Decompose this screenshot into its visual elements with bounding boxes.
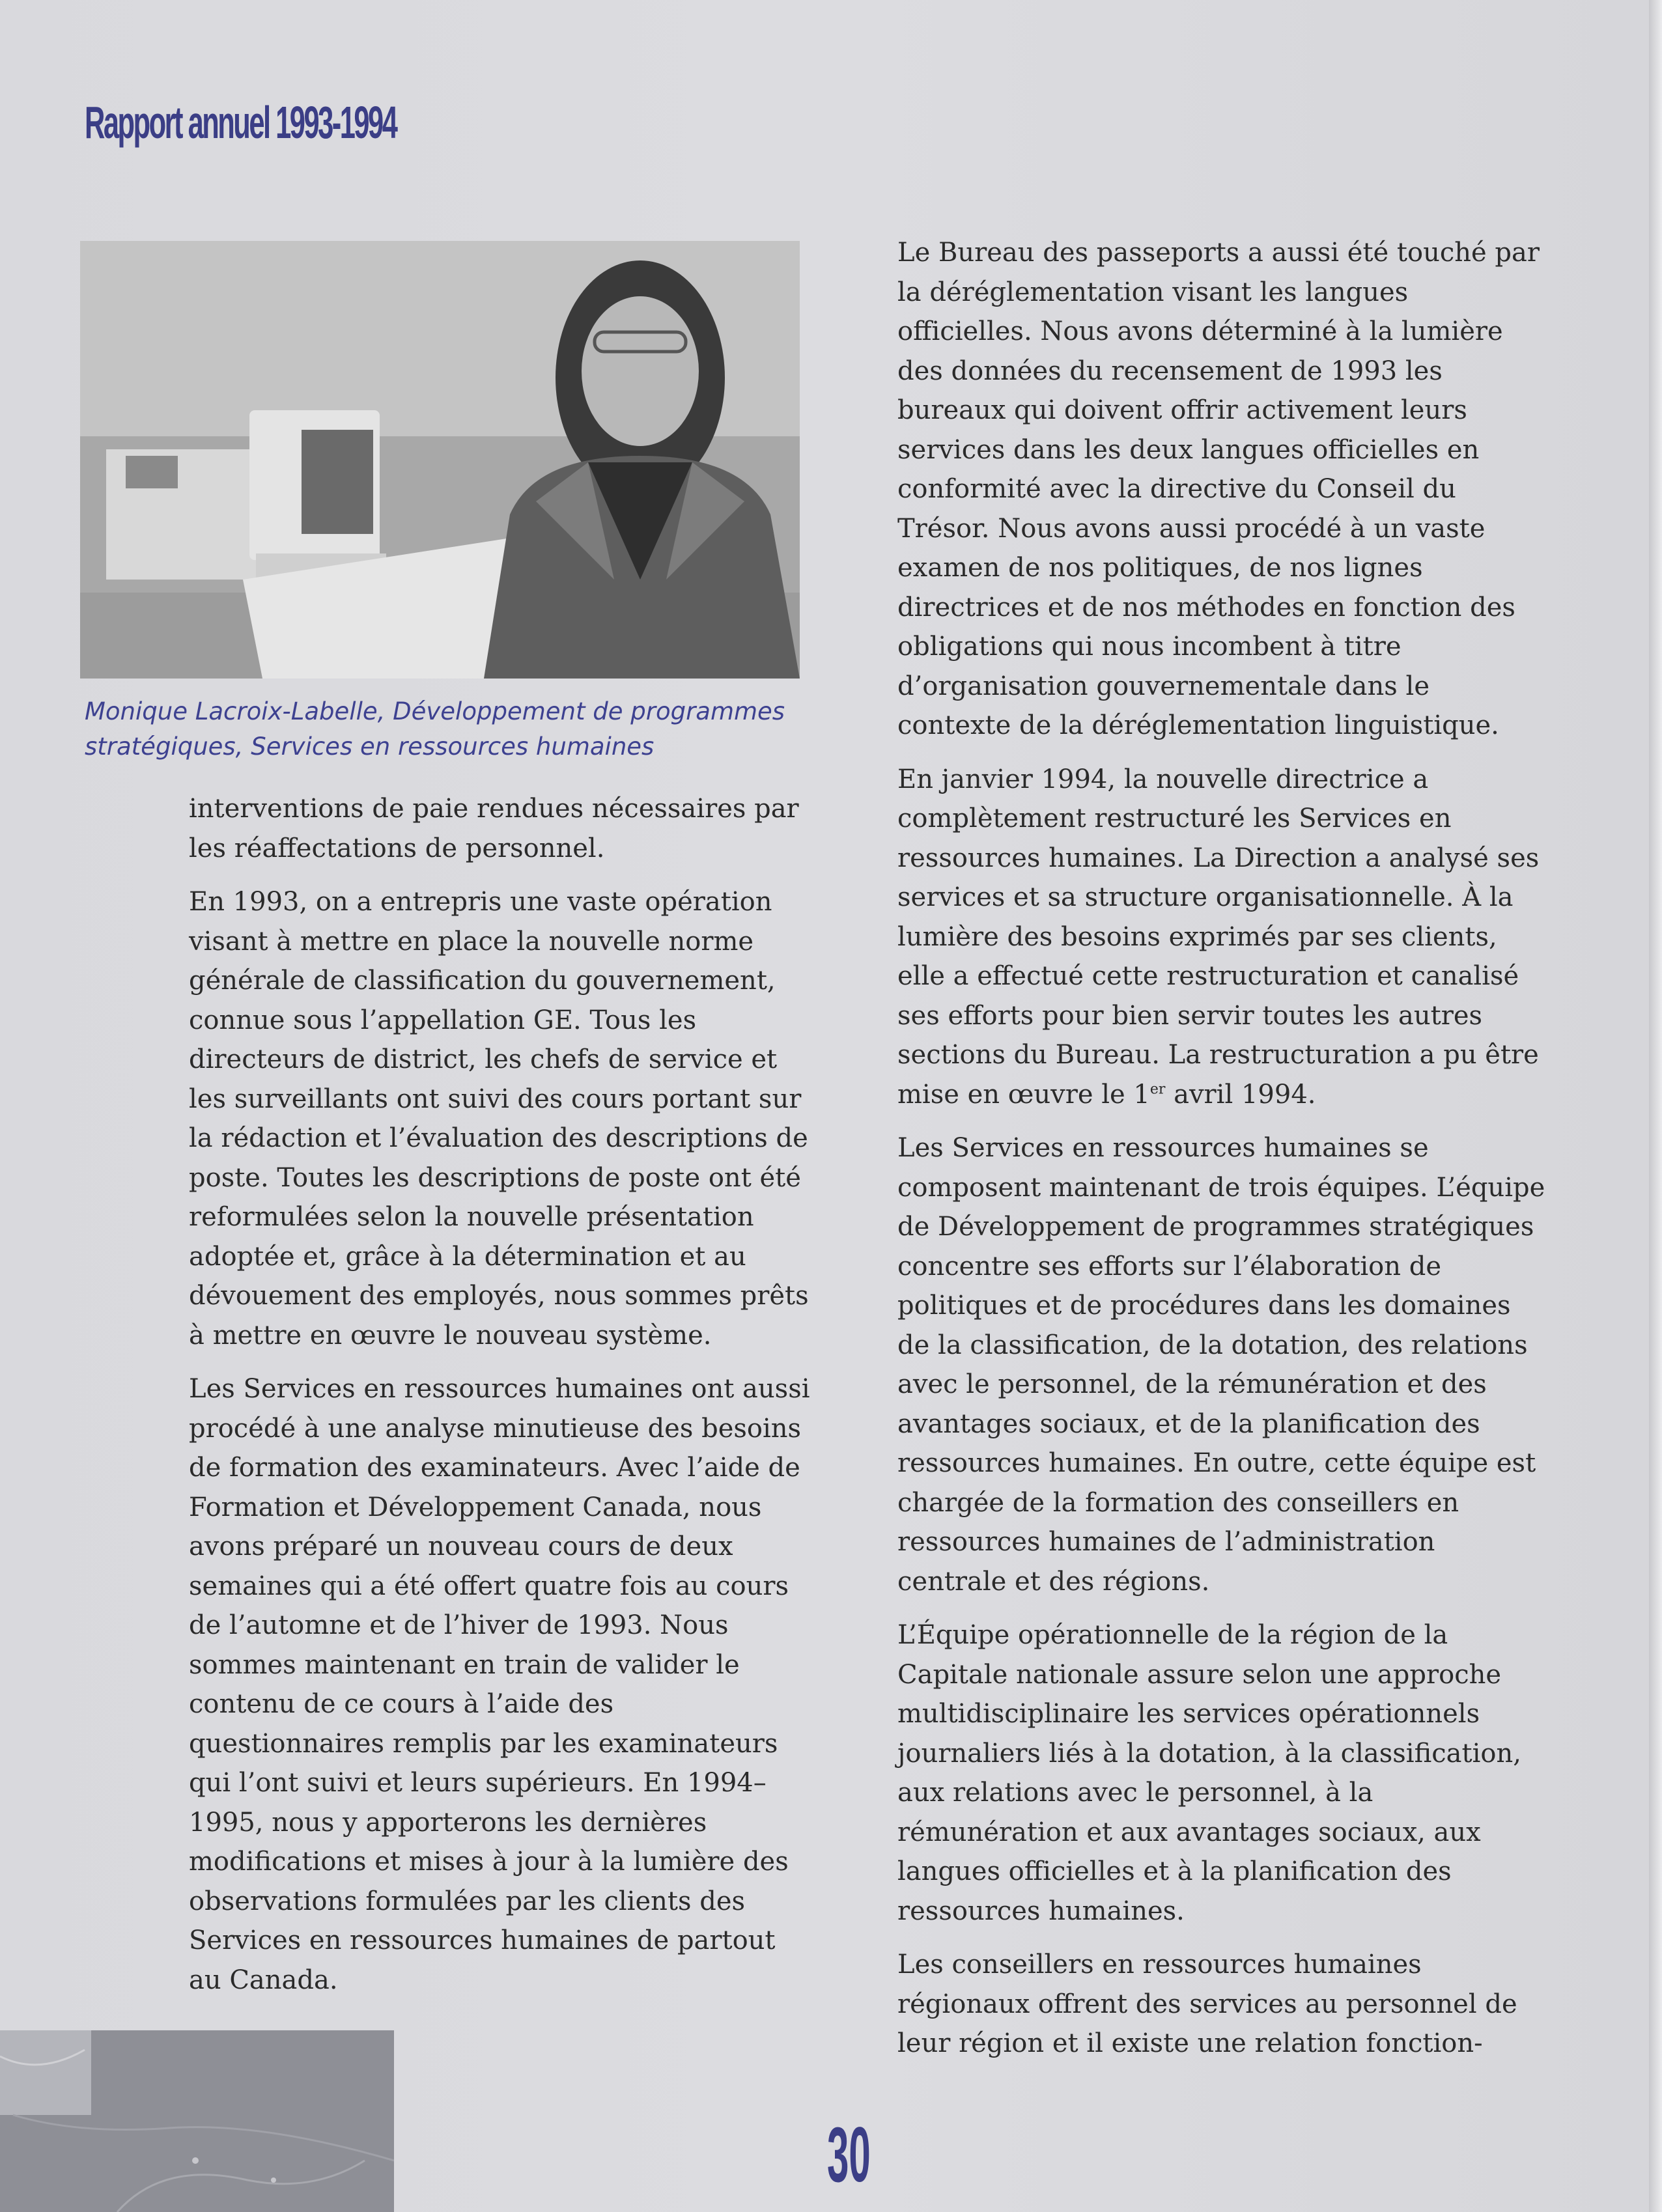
paragraph-text: En janvier 1994, la nouvelle directrice a complètement restructuré les Services en ressources humaines. La Direction a analysé ses services et sa structure organisationnelle. À la lumière des besoins exprimés par ses clients, elle a effectué cette restructuration et canalisé ses efforts pour bien servir toutes les autres sections du Bureau. La restructuration a pu être mise en œuvre le 1 [897,764,1540,1110]
paragraph: L’Équipe opérationnelle de la région de la Capitale nationale assure selon une approche multidisciplinaire les services opérationnels journaliers liés à la dotation, à la classification, aux relations avec le personnel, à la rémunération et aux avantages sociaux, aux langues officielles et à la planification des ressources humaines. [897,1620,1521,1926]
photo-caption [85,694,814,764]
running-header: Rapport annuel 1993-1994 [85,97,397,148]
paragraph: Les Services en ressources humaines ont aussi procédé à une analyse minutieuse des besoins de formation des examinateurs. Avec l’aide de Formation et Développement Canada, nous avons préparé un nouveau cours de deux semaines qui a été offert quatre fois au cours de l’automne et de l’hiver de 1993. Nous sommes maintenant en train de valider le contenu de ce cours à l’aide des questionnaires remplis par les examinateurs qui l’ont suivi et leurs supérieurs. En 1994–1995, nous y apporterons les dernières modifications et mises à jour à la lumière des observations formulées par les clients des Services en ressources humaines de partout au Canada. [189,1374,810,1995]
paragraph: Les conseillers en ressources humaines régionaux offrent des services au personnel de leur région et il existe une relation fonction- [897,1950,1517,2058]
paragraph: Les Services en ressources humaines se composent maintenant de trois équipes. L’équipe de Développement de programmes stratégiques concentre ses efforts sur l’élaboration de politiques et de procédures dans les domaines de la classification, de la dotation, des relations avec le personnel, de la rémunération et des avantages sociaux, et de la planification des ressources humaines. En outre, cette équipe est chargée de la formation des conseillers en ressources humaines de l’administration centrale et des régions. [897,1133,1545,1597]
caption-line: Monique Lacroix-Labelle, Développement de programmes [85,697,785,725]
page-number: 30 [827,2111,871,2198]
map-fragment-icon [0,2030,394,2212]
left-column [189,789,814,2014]
portrait-photo-icon [80,241,800,679]
paragraph: En 1993, on a entrepris une vaste opération visant à mettre en place la nouvelle norme générale de classification du gouvernement, connue sous l’appellation GE. Tous les directeurs de district, les chefs de service et les surveillants ont suivi des cours portant sur la rédaction et l’évaluation des descriptions de poste. Toutes les descriptions de poste ont été reformulées selon la nouvelle présentation adoptée et, grâce à la détermination et au dévouement des employés, nous sommes prêts à mettre en œuvre le nouveau système. [189,887,809,1351]
paragraph [897,760,1549,1115]
paragraph: interventions de paie rendues nécessaires par les réaffectations de personnel. [189,794,799,863]
paragraph-text: avril 1994. [1165,1079,1316,1110]
right-column [897,233,1549,2078]
ordinal-superscript: er [1149,1081,1166,1098]
map-lines [0,2030,394,2212]
paragraph: Le Bureau des passeports a aussi été touché par la déréglementation visant les langues officielles. Nous avons déterminé à la lumière des données du recensement de 1993 les bureaux qui doivent offrir activement leurs services dans les deux langues officielles en conformité avec la directive du Conseil du Trésor. Nous avons aussi procédé à un vaste examen de nos politiques, de nos lignes directrices et de nos méthodes en fonction des obligations qui nous incombent à titre d’organisation gouvernementale dans le contexte de la déréglementation linguistique. [897,238,1540,740]
portrait-photo [80,241,800,679]
caption-line: stratégiques, Services en ressources humaines [85,733,655,761]
page-spine-shadow [1649,0,1662,2212]
